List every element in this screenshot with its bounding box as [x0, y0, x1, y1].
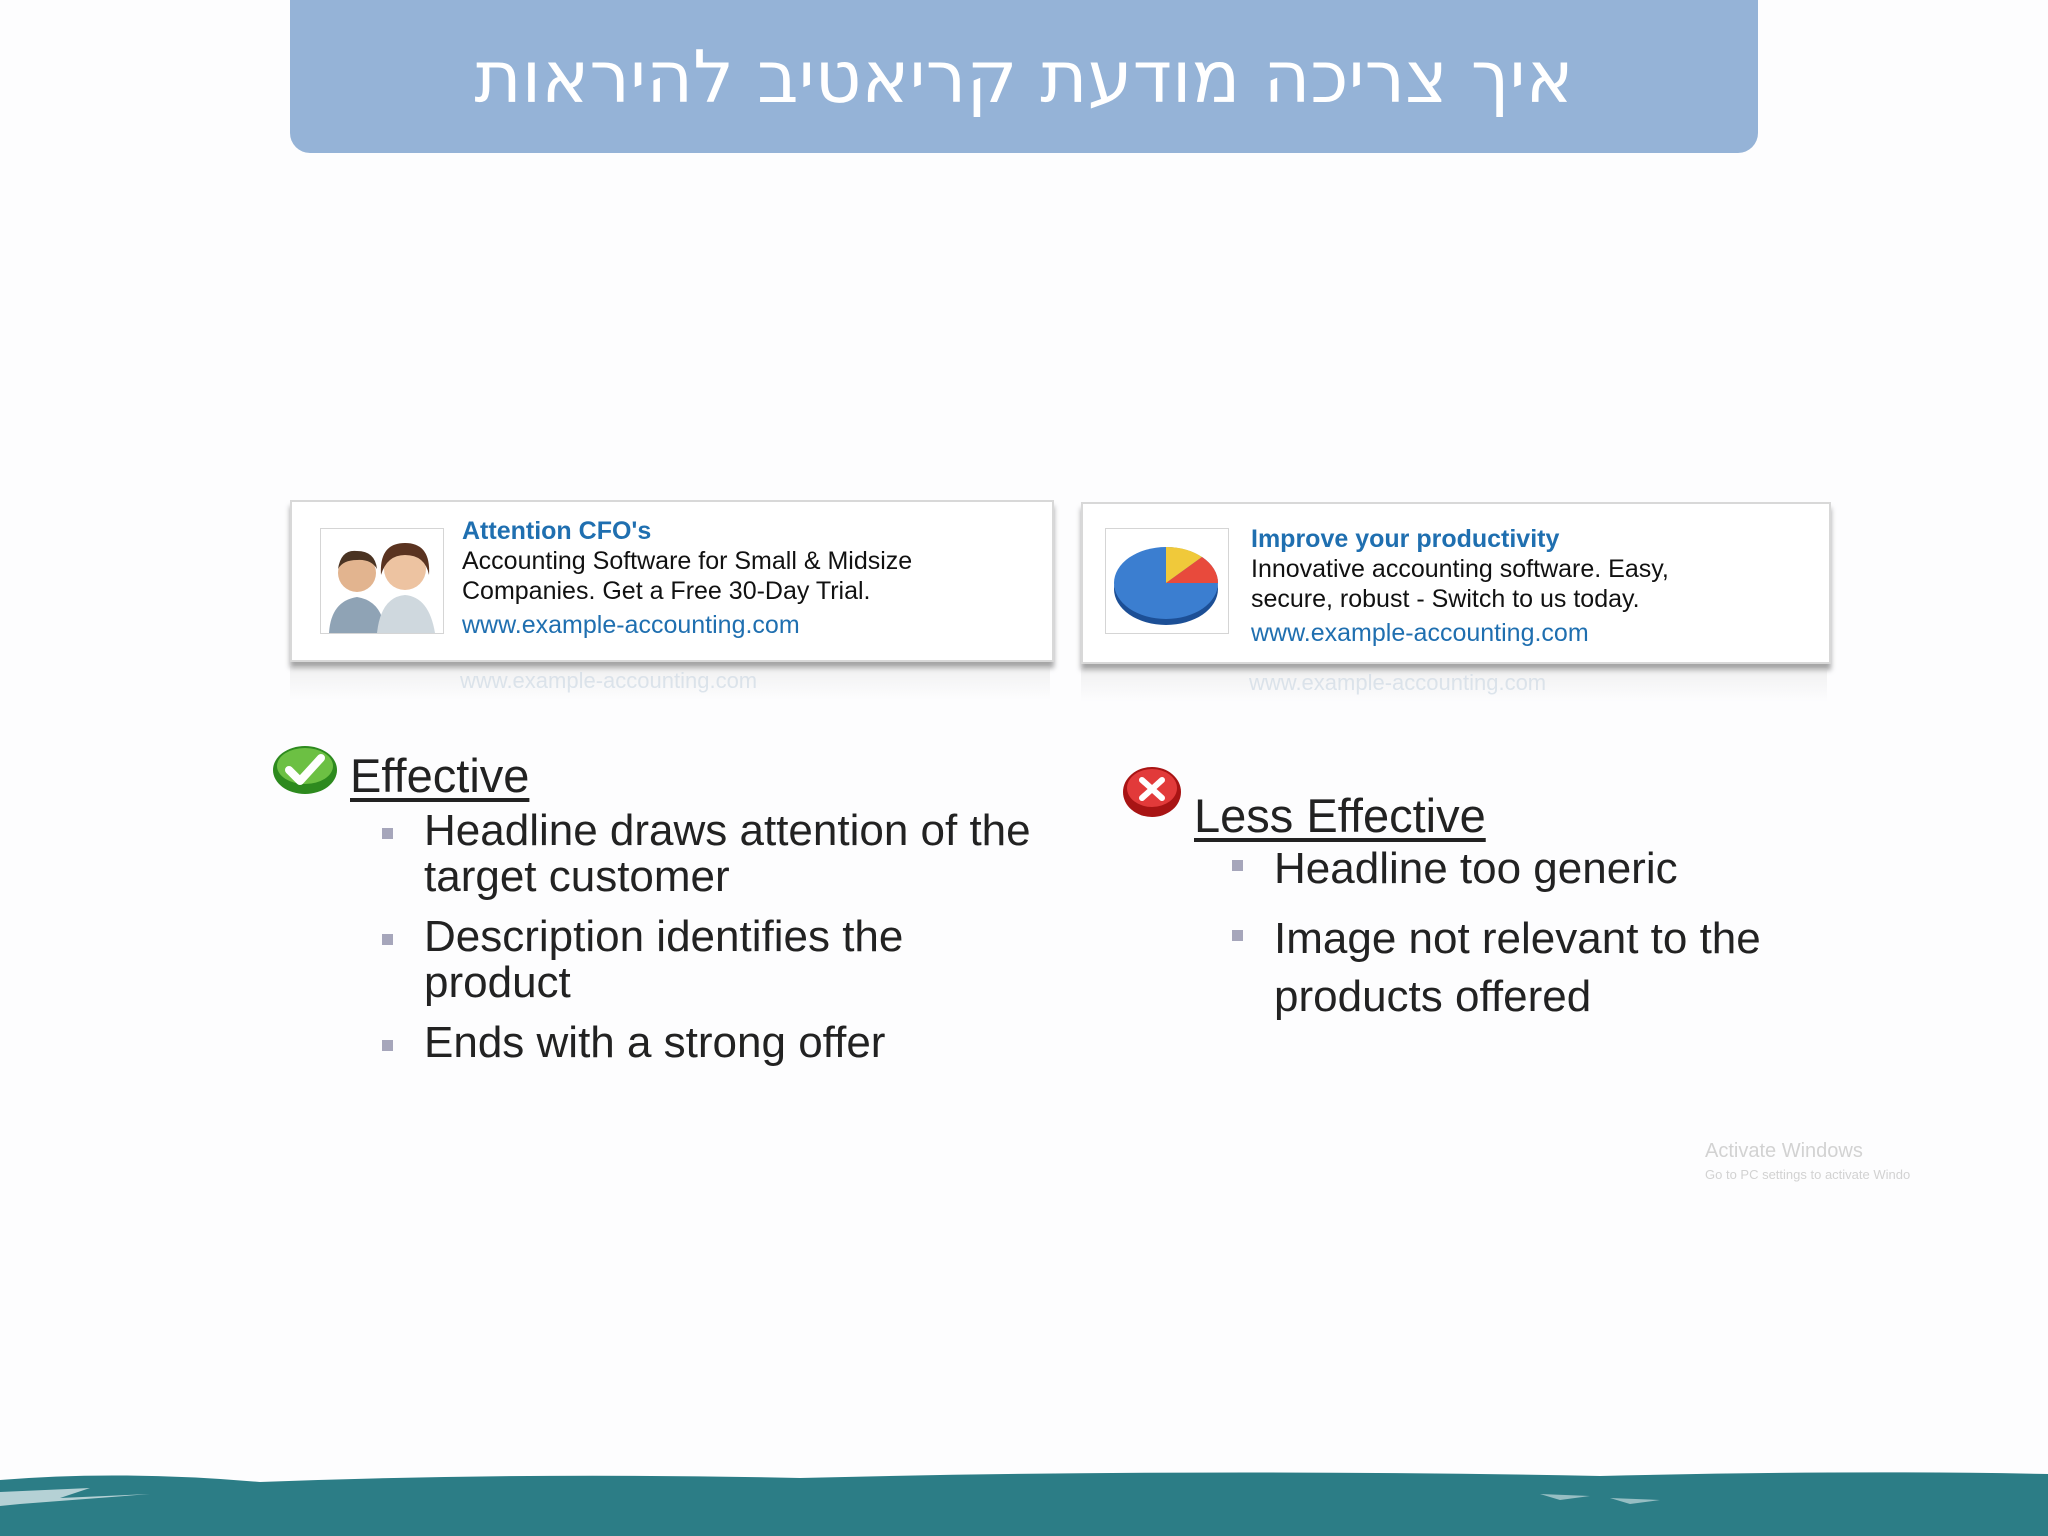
ad-line-1: Accounting Software for Small & Midsize [462, 547, 913, 575]
people-photo-icon [320, 528, 444, 634]
less-effective-points-list [1232, 840, 1852, 1040]
ad-line-1: Innovative accounting software. Easy, [1251, 555, 1669, 583]
ad-url[interactable]: www.example-accounting.com [462, 611, 800, 639]
ad-headline[interactable]: Attention CFO's [462, 517, 652, 545]
watermark-line-1: Activate Windows [1705, 1140, 1863, 1162]
ad-reflection [1081, 668, 1827, 702]
cross-icon [1122, 766, 1182, 829]
check-icon [272, 744, 338, 807]
ad-headline[interactable]: Improve your productivity [1251, 525, 1560, 553]
slide-title: איך צריכה מודעת קריאטיב להיראות [474, 34, 1574, 119]
ad-line-2: Companies. Get a Free 30-Day Trial. [462, 577, 871, 605]
watermark-line-2: Go to PC settings to activate Windo [1705, 1167, 1911, 1182]
ad-example-less-effective [1081, 502, 1831, 664]
effective-points-list [382, 808, 1042, 1080]
effective-label: Effective [350, 749, 530, 802]
ad-url[interactable]: www.example-accounting.com [1251, 619, 1589, 647]
ad-copy [462, 516, 912, 640]
list-item: Description identifies the product [382, 914, 1042, 1006]
ad-example-effective [290, 500, 1054, 662]
list-item: Headline too generic [1232, 840, 1852, 898]
ad-copy [1251, 524, 1669, 648]
ad-reflection-text: www.example-accounting.com [460, 668, 758, 693]
activate-windows-watermark [1705, 1140, 1910, 1182]
bottom-brush-band [0, 1460, 2048, 1536]
ad-reflection-text: www.example-accounting.com [1249, 670, 1547, 695]
pie-chart-icon [1105, 528, 1229, 634]
list-item: Headline draws attention of the target customer [382, 808, 1042, 900]
ad-line-2: secure, robust - Switch to us today. [1251, 585, 1640, 613]
effective-heading [272, 744, 529, 807]
less-effective-heading [1122, 752, 1486, 843]
list-item: Ends with a strong offer [382, 1020, 1042, 1066]
ad-reflection [290, 666, 1050, 700]
slide-title-bar [290, 0, 1758, 153]
list-item: Image not relevant to the products offered [1232, 910, 1852, 1026]
less-effective-label: Less Effective [1194, 789, 1486, 842]
